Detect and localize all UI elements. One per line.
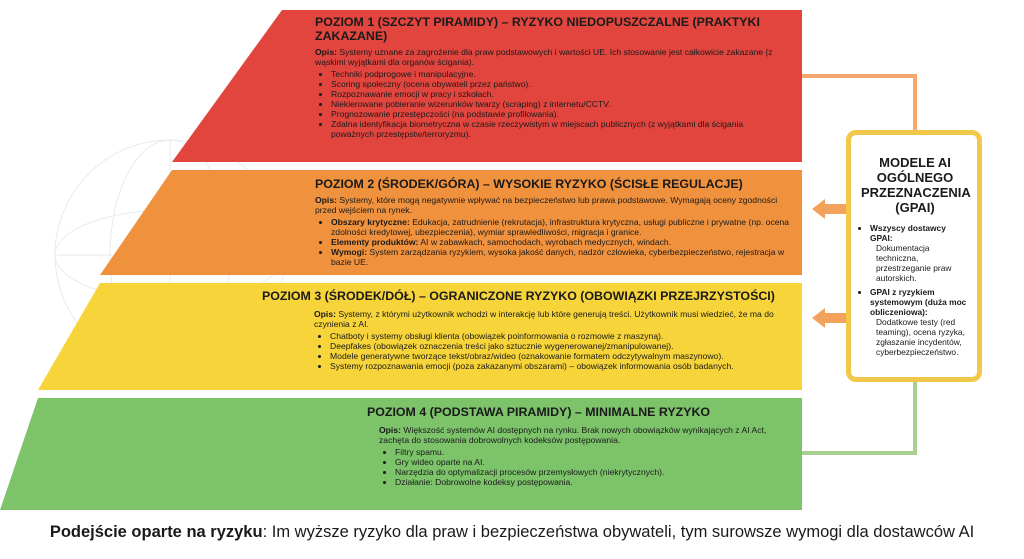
tier-4	[367, 405, 782, 487]
list-item: • Narzędzia do optymalizacji procesów przemysłowych (niekrytycznych).	[395, 467, 782, 477]
list-item: • Filtry spamu.	[395, 447, 782, 457]
tier-4-list	[379, 447, 782, 487]
list-item: • Deepfakes (obowiązek oznaczenia treści jako sztucznie wygenerowanej/zmanipulowanej).	[330, 341, 792, 351]
tier-4-description: Opis: Większość systemów AI dostępnych na rynku. Brak nowych obowiązków wynikających z AI Act, zachęta do stosowania dobrowolnych kodeksów postępowania.	[379, 425, 767, 445]
gpai-title: MODELE AI OGÓLNEGO PRZEZNACZENIA (GPAI)	[861, 155, 971, 215]
tier-3	[262, 289, 792, 371]
gpai-box	[846, 130, 982, 382]
tier-3-description: Opis: Systemy, z którymi użytkownik wchodzi w interakcję lub które generują treści. Użytkownik musi wiedzieć, że ma do czynienia z AI.	[314, 309, 774, 329]
list-item: • Wszyscy dostawcy GPAI: Dokumentacja techniczna, przestrzeganie praw autorskich.	[870, 223, 969, 283]
list-item: • GPAI z ryzykiem systemowym (duża moc obliczeniowa): Dodatkowe testy (red teaming), ocena ryzyka, zgłaszanie incydentów, cyberbezpieczeństwo.	[870, 287, 969, 357]
list-item: • Rozpoznawanie emocji w pracy i szkołach.	[331, 89, 785, 99]
tier-3-list	[314, 331, 792, 371]
tier-3-title: POZIOM 3 (ŚRODEK/DÓŁ) – OGRANICZONE RYZYKO (OBOWIĄZKI PRZEJRZYSTOŚCI)	[262, 289, 775, 303]
tier-2-description: Opis: Systemy, które mogą negatywnie wpływać na bezpieczeństwo lub prawa podstawowe. Wymagają oceny zgodności przed wejściem na rynek.	[315, 195, 778, 215]
footer-caption	[0, 522, 1024, 542]
footer-text: : Im wyższe ryzyko dla praw i bezpieczeństwa obywateli, tym surowsze wymogi dla dostawców AI	[262, 523, 975, 541]
list-item: • Chatboty i systemy obsługi klienta (obowiązek poinformowania o rozmowie z maszyną).	[330, 331, 792, 341]
list-item: • Techniki podprogowe i manipulacyjne.	[331, 69, 785, 79]
tier-4-title: POZIOM 4 (PODSTAWA PIRAMIDY) – MINIMALNE RYZYKO	[367, 405, 711, 419]
tier-1-list	[315, 69, 785, 139]
list-item: • Obszary krytyczne: Edukacja, zatrudnienie (rekrutacja), infrastruktura krytyczna, usługi publiczne i prywatne (np. ocena zdolności kredytowej, ubezpieczenia), wymiar sprawiedliwości, migracja i granice.	[331, 217, 790, 237]
arrow-to-tier-2	[812, 199, 846, 219]
list-item: • Prognozowanie przestępczości (na podstawie profilowania).	[331, 109, 785, 119]
list-item: • Zdalna identyfikacja biometryczna w czasie rzeczywistym w miejscach publicznych (z wyjątkami dla ścigania poważnych przestępstw/terroryzmu).	[331, 119, 785, 139]
arrow-to-tier-3	[812, 308, 846, 328]
list-item: • Gry wideo oparte na AI.	[395, 457, 782, 467]
tier-1-description: Opis: Systemy uznane za zagrożenie dla praw podstawowych i wartości UE. Ich stosowanie jest całkowicie zakazane (z wąskimi wyjątkami dla organów ścigania).	[315, 47, 773, 67]
list-item: • Systemy rozpoznawania emocji (poza zakazanymi obszarami) – obowiązek informowania osób badanych.	[330, 361, 792, 371]
gpai-arrows	[812, 199, 846, 328]
list-item: • Modele generatywne tworzące tekst/obraz/wideo (oznakowanie formatem odczytywalnym maszynowo).	[330, 351, 792, 361]
list-item: • Działanie: Dobrowolne kodeksy postępowania.	[395, 477, 782, 487]
list-item: • Niekierowane pobieranie wizerunków twarzy (scraping) z internetu/CCTV.	[331, 99, 785, 109]
tier-1	[315, 15, 785, 139]
tier-2-title: POZIOM 2 (ŚRODEK/GÓRA) – WYSOKIE RYZYKO (ŚCISŁE REGULACJE)	[315, 177, 743, 191]
tier-2-list	[315, 217, 790, 267]
list-item: • Scoring społeczny (ocena obywateli przez państwo).	[331, 79, 785, 89]
list-item: • Elementy produktów: AI w zabawkach, samochodach, wyrobach medycznych, windach.	[331, 237, 790, 247]
list-item: • Wymogi: System zarządzania ryzykiem, wysoka jakość danych, nadzór człowieka, cyberbezpieczeństwo, rejestracja w bazie UE.	[331, 247, 790, 267]
gpai-list	[861, 223, 969, 357]
tier-1-title: POZIOM 1 (SZCZYT PIRAMIDY) – RYZYKO NIEDOPUSZCZALNE (PRAKTYKI ZAKAZANE)	[315, 15, 760, 43]
footer-bold: Podejście oparte na ryzyku	[49, 523, 263, 541]
tier-2	[315, 177, 790, 267]
